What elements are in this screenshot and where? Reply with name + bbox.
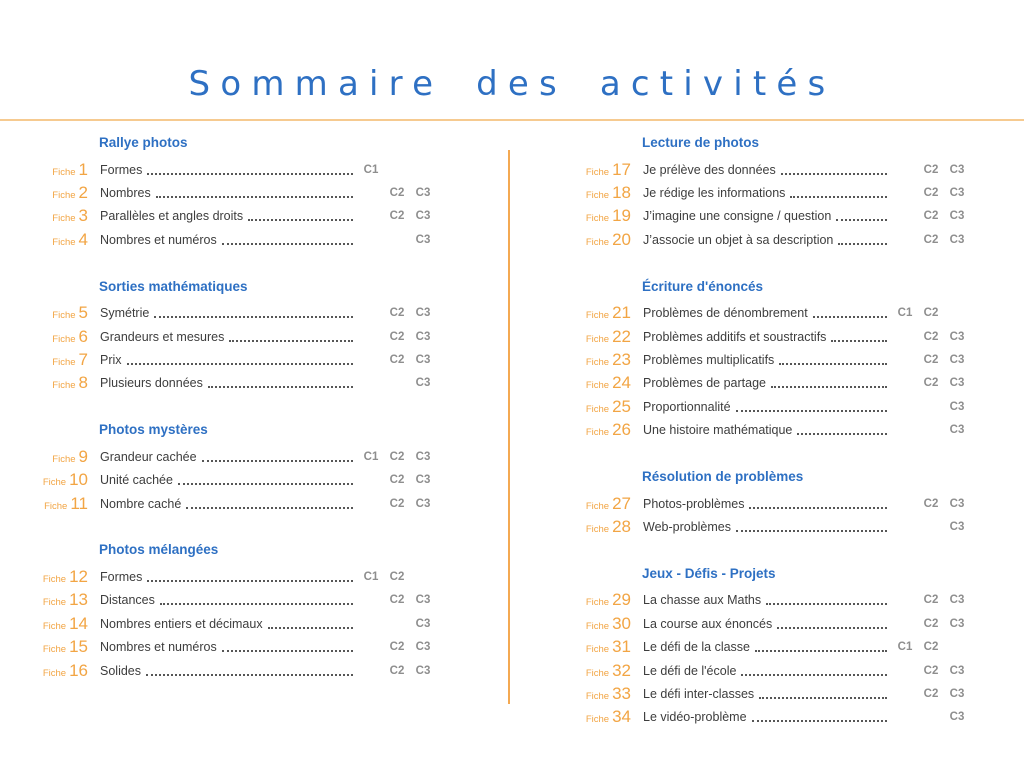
fiche-word: Fiche xyxy=(42,573,67,585)
cycle-cell-c2: C2 xyxy=(923,307,939,320)
fiche-word: Fiche xyxy=(585,213,610,225)
cycle-cell-c2: C2 xyxy=(923,163,939,176)
toc-row xyxy=(42,228,436,251)
toc-section xyxy=(42,134,436,252)
toc-section xyxy=(585,565,970,729)
entry-title: Photos-problèmes xyxy=(643,496,745,511)
fiche-word: Fiche xyxy=(42,477,67,489)
cycle-cell-c3: C3 xyxy=(415,307,431,320)
dotted-leader xyxy=(229,340,353,342)
fiche-label xyxy=(585,160,631,180)
cycle-cell-c3: C3 xyxy=(415,354,431,367)
fiche-number: 5 xyxy=(78,303,88,323)
toc-row xyxy=(42,325,436,348)
cycle-cell-c1: C1 xyxy=(897,307,913,320)
fiche-number: 27 xyxy=(612,493,631,513)
toc-section xyxy=(585,468,970,539)
dotted-leader xyxy=(160,603,353,605)
dotted-leader xyxy=(248,219,353,221)
entry-title: Une histoire mathématique xyxy=(643,423,793,438)
entry-title: La chasse aux Maths xyxy=(643,593,762,608)
toc-row xyxy=(585,325,970,348)
dotted-leader xyxy=(752,720,887,722)
fiche-number: 9 xyxy=(78,446,88,466)
toc-row xyxy=(42,181,436,204)
cycle-cell-c2: C2 xyxy=(389,187,405,200)
entry-title: Problèmes de partage xyxy=(643,376,766,391)
fiche-number: 32 xyxy=(612,660,631,680)
cycle-cell-c3: C3 xyxy=(415,617,431,630)
cycle-cell-c3: C3 xyxy=(949,210,965,223)
fiche-label xyxy=(585,303,631,323)
fiche-label xyxy=(42,614,88,634)
entry-title: Le vidéo-problème xyxy=(643,710,747,725)
cycle-cell-c3: C3 xyxy=(415,474,431,487)
toc-row xyxy=(585,635,970,658)
cycle-cell-c2: C2 xyxy=(923,687,939,700)
entry-title: Le défi inter-classes xyxy=(643,686,755,701)
fiche-word: Fiche xyxy=(52,236,76,248)
toc-row xyxy=(42,565,436,588)
fiche-word: Fiche xyxy=(585,357,610,369)
cycle-cell-c1: C1 xyxy=(897,641,913,654)
cycle-cell-c2: C2 xyxy=(389,594,405,607)
fiche-word: Fiche xyxy=(44,500,68,512)
fiche-label xyxy=(585,420,631,440)
fiche-word: Fiche xyxy=(52,357,76,369)
dotted-leader xyxy=(147,580,353,582)
dotted-leader xyxy=(766,603,887,605)
fiche-word: Fiche xyxy=(585,714,610,726)
cycle-cell-c2: C2 xyxy=(923,187,939,200)
fiche-word: Fiche xyxy=(52,213,76,225)
dotted-leader xyxy=(208,386,353,388)
toc-row xyxy=(585,706,970,729)
fiche-word: Fiche xyxy=(52,190,76,202)
title-underline-rule xyxy=(0,119,1024,121)
cycle-cell-c2: C2 xyxy=(923,594,939,607)
cycle-cell-c2: C2 xyxy=(389,210,405,223)
cycle-cell-c2: C2 xyxy=(389,450,405,463)
section-heading: Lecture de photos xyxy=(642,135,760,150)
toc-row xyxy=(42,445,436,468)
cycle-cell-c3: C3 xyxy=(949,711,965,724)
toc-row xyxy=(42,492,436,515)
cycle-cell-c2: C2 xyxy=(923,617,939,630)
entry-title: La course aux énoncés xyxy=(643,616,773,631)
cycle-cell-c3: C3 xyxy=(949,520,965,533)
fiche-number: 11 xyxy=(70,493,88,513)
entry-title: Solides xyxy=(100,663,141,678)
fiche-number: 29 xyxy=(612,590,631,610)
entry-title: Problèmes de dénombrement xyxy=(643,306,808,321)
dotted-leader xyxy=(749,507,887,509)
dotted-leader xyxy=(736,410,887,412)
cycle-cell-c3: C3 xyxy=(415,330,431,343)
fiche-label xyxy=(42,447,88,467)
toc-section xyxy=(42,421,436,515)
entry-title: Le défi de l'école xyxy=(643,663,737,678)
entry-title: J’associe un objet à sa description xyxy=(643,232,834,247)
fiche-label xyxy=(42,230,88,250)
fiche-number: 23 xyxy=(612,350,631,370)
fiche-number: 3 xyxy=(78,206,88,226)
cycle-cell-c2: C2 xyxy=(389,354,405,367)
entry-title: Prix xyxy=(100,353,122,368)
section-heading: Sorties mathématiques xyxy=(99,278,248,294)
fiche-word: Fiche xyxy=(585,427,610,439)
cycle-cell-c3: C3 xyxy=(415,664,431,677)
cycle-cell-c2: C2 xyxy=(923,377,939,390)
toc-column-right xyxy=(585,134,970,729)
toc-row xyxy=(42,348,436,371)
dotted-leader xyxy=(154,316,353,318)
cycle-cell-c3: C3 xyxy=(415,497,431,510)
dotted-leader xyxy=(222,243,353,245)
entry-title: Nombres et numéros xyxy=(100,640,217,655)
entry-title: J’imagine une consigne / question xyxy=(643,209,832,224)
cycle-cell-c2: C2 xyxy=(923,664,939,677)
toc-row xyxy=(42,589,436,612)
entry-title: Symétrie xyxy=(100,306,150,321)
toc-row xyxy=(585,372,970,395)
toc-row xyxy=(42,372,436,395)
fiche-label xyxy=(585,183,631,203)
fiche-word: Fiche xyxy=(585,190,610,202)
fiche-label xyxy=(585,397,631,417)
fiche-label xyxy=(42,206,88,226)
fiche-word: Fiche xyxy=(585,333,610,345)
cycle-cell-c2: C2 xyxy=(389,641,405,654)
fiche-label xyxy=(42,590,88,610)
toc-row xyxy=(42,612,436,635)
fiche-number: 15 xyxy=(69,637,88,657)
dotted-leader xyxy=(779,363,887,365)
fiche-label xyxy=(585,327,631,347)
section-heading: Jeux - Défis - Projets xyxy=(642,565,776,581)
fiche-label xyxy=(42,373,88,393)
fiche-label xyxy=(585,614,631,634)
fiche-number: 14 xyxy=(69,613,88,633)
section-heading: Résolution de problèmes xyxy=(642,468,804,484)
cycle-cell-c2: C2 xyxy=(923,354,939,367)
fiche-label xyxy=(585,637,631,657)
toc-row xyxy=(585,589,970,612)
toc-section xyxy=(585,278,970,442)
toc-row xyxy=(585,419,970,442)
dotted-leader xyxy=(777,627,887,629)
dotted-leader xyxy=(222,650,353,652)
fiche-label xyxy=(42,327,88,347)
cycle-cell-c2: C2 xyxy=(389,664,405,677)
fiche-label xyxy=(42,567,88,587)
entry-title: Plusieurs données xyxy=(100,376,203,391)
fiche-word: Fiche xyxy=(585,690,610,702)
fiche-label xyxy=(585,373,631,393)
dotted-leader xyxy=(156,196,353,198)
cycle-cell-c3: C3 xyxy=(949,163,965,176)
entry-title: Proportionnalité xyxy=(643,399,731,414)
section-heading: Photos mystères xyxy=(99,422,208,438)
fiche-label xyxy=(42,661,88,681)
fiche-number: 7 xyxy=(78,350,88,370)
fiche-word: Fiche xyxy=(585,310,610,322)
cycle-cell-c3: C3 xyxy=(949,354,965,367)
fiche-word: Fiche xyxy=(585,166,610,178)
fiche-number: 16 xyxy=(69,660,88,680)
toc-row xyxy=(42,302,436,325)
dotted-leader xyxy=(771,386,887,388)
fiche-number: 24 xyxy=(612,373,631,393)
fiche-number: 8 xyxy=(78,373,88,393)
cycle-cell-c2: C2 xyxy=(923,641,939,654)
entry-title: Grandeurs et mesures xyxy=(100,329,225,344)
cycle-cell-c3: C3 xyxy=(949,233,965,246)
fiche-word: Fiche xyxy=(585,523,610,535)
dotted-leader xyxy=(836,219,887,221)
fiche-label xyxy=(585,230,631,250)
dotted-leader xyxy=(755,650,887,652)
fiche-number: 22 xyxy=(612,326,631,346)
fiche-number: 33 xyxy=(612,683,631,703)
fiche-number: 20 xyxy=(612,229,631,249)
dotted-leader xyxy=(127,363,353,365)
fiche-label xyxy=(585,684,631,704)
toc-row xyxy=(42,205,436,228)
fiche-number: 17 xyxy=(612,159,631,179)
cycle-cell-c3: C3 xyxy=(949,594,965,607)
cycle-cell-c3: C3 xyxy=(949,664,965,677)
toc-row xyxy=(585,158,970,181)
fiche-word: Fiche xyxy=(42,644,67,656)
cycle-cell-c3: C3 xyxy=(415,450,431,463)
cycle-cell-c3: C3 xyxy=(949,330,965,343)
dotted-leader xyxy=(759,697,887,699)
toc-row xyxy=(585,612,970,635)
entry-title: Formes xyxy=(100,162,143,177)
toc-row xyxy=(585,395,970,418)
fiche-word: Fiche xyxy=(585,620,610,632)
cycle-cell-c2: C2 xyxy=(389,497,405,510)
fiche-word: Fiche xyxy=(42,620,67,632)
entry-title: Nombres entiers et décimaux xyxy=(100,616,263,631)
dotted-leader xyxy=(147,173,353,175)
dotted-leader xyxy=(146,674,353,676)
toc-row xyxy=(585,228,970,251)
fiche-word: Fiche xyxy=(585,236,610,248)
cycle-cell-c3: C3 xyxy=(415,210,431,223)
fiche-number: 10 xyxy=(69,470,88,490)
fiche-label xyxy=(42,183,88,203)
toc-row xyxy=(42,659,436,682)
fiche-label xyxy=(42,350,88,370)
cycle-cell-c3: C3 xyxy=(949,377,965,390)
fiche-number: 6 xyxy=(78,326,88,346)
cycle-cell-c3: C3 xyxy=(415,377,431,390)
cycle-cell-c3: C3 xyxy=(415,187,431,200)
cycle-cell-c3: C3 xyxy=(949,617,965,630)
toc-row xyxy=(585,515,970,538)
fiche-label xyxy=(585,590,631,610)
cycle-cell-c1: C1 xyxy=(363,450,379,463)
entry-title: Je rédige les informations xyxy=(643,186,786,201)
entry-title: Problèmes additifs et soustractifs xyxy=(643,329,827,344)
entry-title: Formes xyxy=(100,569,143,584)
entry-title: Nombres xyxy=(100,186,151,201)
fiche-number: 26 xyxy=(612,420,631,440)
cycle-cell-c3: C3 xyxy=(949,400,965,413)
toc-section xyxy=(42,278,436,396)
fiche-number: 28 xyxy=(612,516,631,536)
dotted-leader xyxy=(797,433,887,435)
entry-title: Grandeur cachée xyxy=(100,449,197,464)
column-divider-line xyxy=(508,150,510,704)
toc-row xyxy=(42,158,436,181)
dotted-leader xyxy=(838,243,887,245)
section-heading: Photos mélangées xyxy=(99,542,219,558)
fiche-label xyxy=(585,206,631,226)
cycle-cell-c2: C2 xyxy=(923,330,939,343)
entry-title: Je prélève des données xyxy=(643,162,776,177)
dotted-leader xyxy=(736,530,887,532)
dotted-leader xyxy=(186,507,353,509)
cycle-cell-c3: C3 xyxy=(415,594,431,607)
fiche-label xyxy=(585,661,631,681)
dotted-leader xyxy=(741,674,887,676)
cycle-cell-c2: C2 xyxy=(389,474,405,487)
fiche-word: Fiche xyxy=(52,166,76,178)
entry-title: Distances xyxy=(100,593,155,608)
entry-title: Le défi de la classe xyxy=(643,640,751,655)
toc-row xyxy=(585,348,970,371)
fiche-label xyxy=(585,350,631,370)
fiche-word: Fiche xyxy=(42,667,67,679)
fiche-word: Fiche xyxy=(585,597,610,609)
entry-title: Problèmes multiplicatifs xyxy=(643,353,775,368)
fiche-word: Fiche xyxy=(52,310,76,322)
fiche-label xyxy=(585,517,631,537)
fiche-label xyxy=(585,707,631,727)
toc-row xyxy=(585,302,970,325)
fiche-label xyxy=(42,637,88,657)
cycle-cell-c2: C2 xyxy=(923,233,939,246)
fiche-number: 34 xyxy=(612,707,631,727)
cycle-cell-c3: C3 xyxy=(949,187,965,200)
dotted-leader xyxy=(202,460,353,462)
fiche-number: 25 xyxy=(612,396,631,416)
fiche-word: Fiche xyxy=(585,644,610,656)
toc-row xyxy=(585,682,970,705)
fiche-number: 13 xyxy=(69,590,88,610)
section-heading: Rallye photos xyxy=(99,135,188,150)
toc-column-left xyxy=(42,134,436,682)
dotted-leader xyxy=(790,196,887,198)
toc-row xyxy=(585,492,970,515)
fiche-number: 30 xyxy=(612,613,631,633)
fiche-number: 31 xyxy=(612,637,631,657)
fiche-word: Fiche xyxy=(585,500,610,512)
cycle-cell-c2: C2 xyxy=(923,497,939,510)
toc-row xyxy=(42,635,436,658)
fiche-word: Fiche xyxy=(585,667,610,679)
entry-title: Nombre caché xyxy=(100,496,182,511)
dotted-leader xyxy=(268,627,353,629)
fiche-label xyxy=(585,494,631,514)
cycle-cell-c2: C2 xyxy=(389,570,405,583)
fiche-word: Fiche xyxy=(42,597,67,609)
fiche-word: Fiche xyxy=(52,453,76,465)
fiche-number: 18 xyxy=(612,183,631,203)
entry-title: Nombres et numéros xyxy=(100,232,217,247)
section-heading: Écriture d'énoncés xyxy=(642,278,763,294)
fiche-word: Fiche xyxy=(585,380,610,392)
fiche-number: 21 xyxy=(612,303,631,323)
cycle-cell-c1: C1 xyxy=(363,163,379,176)
cycle-cell-c3: C3 xyxy=(949,424,965,437)
dotted-leader xyxy=(813,316,887,318)
fiche-word: Fiche xyxy=(52,380,76,392)
toc-section xyxy=(42,541,436,682)
toc-row xyxy=(585,659,970,682)
fiche-label xyxy=(42,494,88,514)
toc-row xyxy=(42,469,436,492)
cycle-cell-c1: C1 xyxy=(363,570,379,583)
fiche-label xyxy=(42,160,88,180)
fiche-number: 1 xyxy=(78,159,88,179)
toc-row xyxy=(585,205,970,228)
cycle-cell-c3: C3 xyxy=(415,233,431,246)
fiche-label xyxy=(42,303,88,323)
entry-title: Parallèles et angles droits xyxy=(100,209,244,224)
dotted-leader xyxy=(178,483,353,485)
toc-row xyxy=(585,181,970,204)
entry-title: Web-problèmes xyxy=(643,519,732,534)
cycle-cell-c3: C3 xyxy=(415,641,431,654)
page-title: Sommaire des activités xyxy=(188,64,836,104)
cycle-cell-c2: C2 xyxy=(923,210,939,223)
dotted-leader xyxy=(781,173,887,175)
fiche-number: 4 xyxy=(78,229,88,249)
fiche-word: Fiche xyxy=(585,403,610,415)
entry-title: Unité cachée xyxy=(100,473,173,488)
dotted-leader xyxy=(831,340,887,342)
fiche-number: 19 xyxy=(612,206,631,226)
cycle-cell-c2: C2 xyxy=(389,330,405,343)
cycle-cell-c2: C2 xyxy=(389,307,405,320)
fiche-number: 12 xyxy=(69,566,88,586)
fiche-word: Fiche xyxy=(52,333,76,345)
fiche-number: 2 xyxy=(78,183,88,203)
cycle-cell-c3: C3 xyxy=(949,497,965,510)
fiche-label xyxy=(42,470,88,490)
toc-section xyxy=(585,134,970,252)
cycle-cell-c3: C3 xyxy=(949,687,965,700)
